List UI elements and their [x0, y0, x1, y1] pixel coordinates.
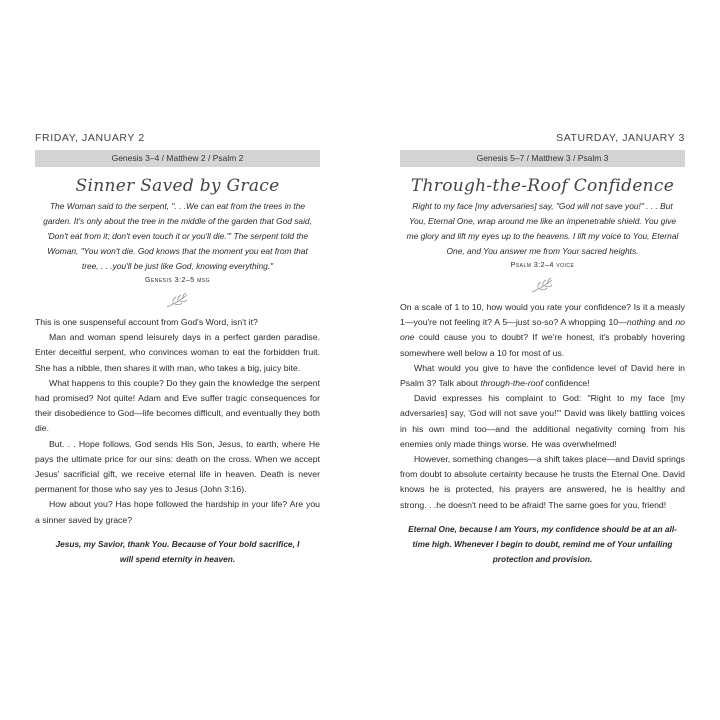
text-run: What would you give to have the confidence level of David here in Psalm 3? Talk about	[400, 362, 685, 389]
body-paragraph: Man and woman spend leisurely days in a perfect garden paradise. Enter deceitful serpent, who convinces woman to eat the forbidden fruit. She has a nibble, then shares it with man, who takes a big, juicy bite.	[35, 332, 320, 373]
leaf-ornament-icon	[400, 276, 685, 300]
body-paragraph: This is one suspenseful account from God's Word, isn't it?	[35, 317, 258, 327]
italic-text: nothing	[626, 317, 656, 328]
devotion-body	[400, 300, 685, 513]
body-paragraph: David expresses his complaint to God: "Right to my face [my adversaries] say, 'God will not save you!'" David was likely battling voices in his own mind too—and the additional negativity coming from his enemies only made things worse. He was overwhelmed!	[400, 393, 685, 449]
body-paragraph: But. . . Hope follows. God sends His Son, Jesus, to earth, where He pays the ultimate price for our sins: death on the cross. When we accept Jesus' sacrificial gift, we receive eternal life in heaven. Death is never permanent for those who say yes to Jesus (John 3:16).	[35, 438, 320, 495]
body-paragraph: What happens to this couple? Do they gain the knowledge the serpent had promised? Not quite! Adam and Eve suffer tragic consequences for their disobedience to God—life becomes difficult, and eventually they both die.	[35, 377, 320, 434]
scripture-quote: Right to my face [my adversaries] say, "God will not save you!" . . . But You, Eternal One, wrap around me like an impenetrable shield. You give me glory and lift my eyes up to the heavens. I lift my voice to You, Eternal One, and You answer me from Your sacred heights.	[406, 201, 679, 256]
body-paragraph: However, something changes—a shift takes place—and David springs from doubt to absolute certainty because he trusts the Eternal One. David knows he is protected, his prayers are answered, he is healthy and strong. . .he doesn't need to be afraid! The same goes for you, friend!	[400, 454, 685, 510]
leaf-ornament-icon	[35, 291, 320, 315]
left-page	[35, 131, 320, 567]
body-paragraph: How about you? Has hope followed the hardship in your life? Are you a sinner saved by grace?	[35, 499, 320, 525]
text-run: On a scale of 1 to 10, how would you rate your confidence? Is it a measly 1—you're not feeling it? A 5—just so-so? A whopping 10—	[400, 302, 685, 328]
closing-prayer: Jesus, my Savior, thank You. Because of Your bold sacrifice, I will spend eternity in heaven.	[55, 538, 300, 564]
page-date: FRIDAY, JANUARY 2	[35, 132, 145, 144]
scripture-reference: Genesis 3:2–5 msg	[144, 277, 211, 284]
text-run: confidence!	[542, 378, 590, 389]
scripture-reference: Psalm 3:2–4 voice	[510, 262, 575, 269]
daily-readings-banner: Genesis 5–7 / Matthew 3 / Psalm 3	[400, 150, 685, 167]
text-run: and	[655, 317, 676, 328]
scripture-quote: The Woman said to the serpent, ". . .We can eat from the trees in the garden. It's only about the tree in the middle of the garden that God said, 'Don't eat from it; don't even touch it or you'll die.'" The serpent told the Woman, "You won't die. God knows that the moment you eat from that tree, . . .you'll be just like God, knowing everything."	[43, 201, 312, 271]
devotion-title: Through-the-Roof Confidence	[410, 176, 675, 196]
body-paragraph	[400, 300, 685, 361]
daily-readings-banner: Genesis 3–4 / Matthew 2 / Psalm 2	[35, 150, 320, 167]
body-paragraph	[400, 361, 685, 391]
italic-text: no one	[400, 317, 686, 343]
page-date: SATURDAY, JANUARY 3	[556, 132, 685, 144]
devotion-body	[35, 315, 320, 528]
right-page	[400, 131, 685, 567]
italic-text: through-the-roof	[480, 378, 543, 389]
text-run: could cause you to doubt? If we're honest, it's probably hovering somewhere well below a 10 for most of us.	[400, 332, 685, 358]
closing-prayer: Eternal One, because I am Yours, my confidence should be at an all-time high. Whenever I begin to doubt, remind me of Your unfailing protection and provision.	[408, 523, 677, 564]
devotion-title: Sinner Saved by Grace	[75, 176, 280, 196]
